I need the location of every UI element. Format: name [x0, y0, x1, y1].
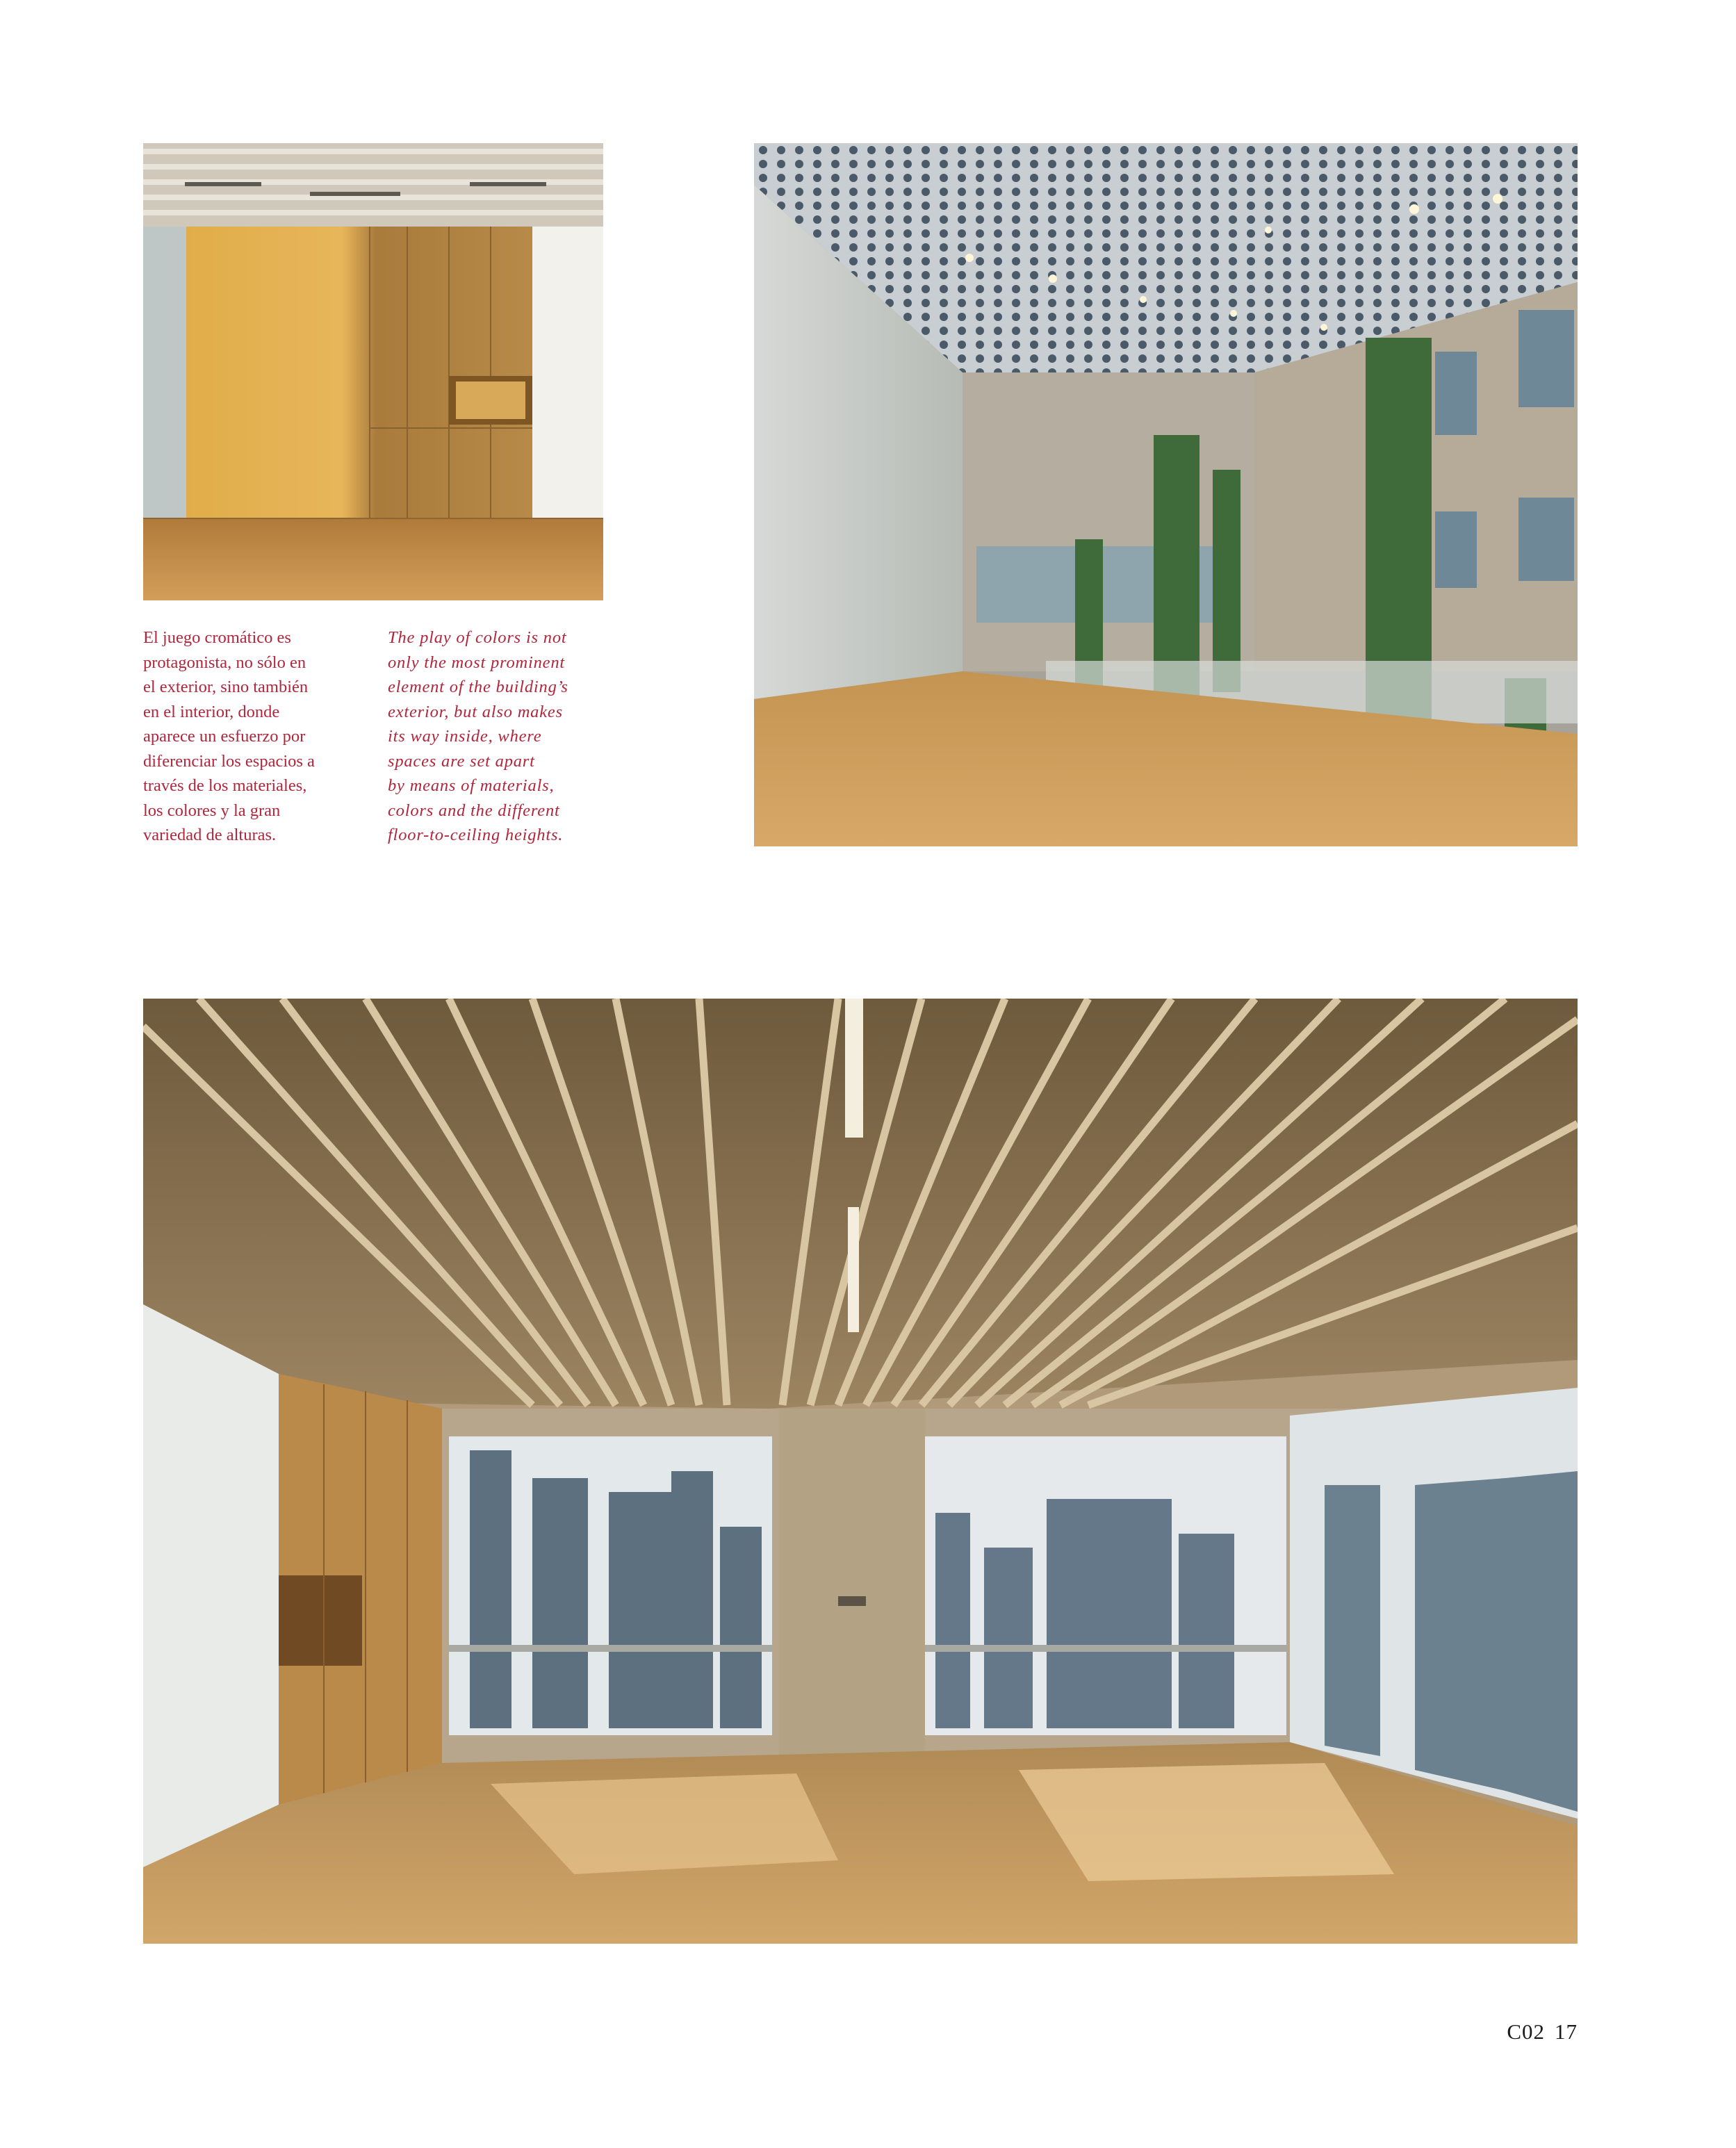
page-folio — [1507, 2019, 1578, 2044]
photo-atrium-green-columns — [754, 143, 1578, 846]
caption-spanish: El juego cromático es protagonista, no sólo en el exterior, sino también en el interior, donde aparece un esfuerzo por diferenciar los espacios a través de los materiales, los colores y la gran variedad de alturas. — [143, 628, 315, 844]
cabinet-photo-illustration — [143, 143, 603, 600]
page-number: 17 — [1555, 2019, 1578, 2044]
photo-office-slatted-ceiling — [143, 999, 1578, 1944]
magazine-code: C02 — [1507, 2019, 1545, 2044]
photo-wood-cabinet-wall — [143, 143, 603, 600]
caption-english: The play of colors is not only the most prominent element of the building’s exterior, but also makes its way inside, where spaces are set apart by means of materials, colors and the different floor-to-ceiling heights. — [388, 628, 568, 844]
atrium-photo-illustration — [754, 143, 1578, 846]
office-photo-illustration — [143, 999, 1578, 1944]
